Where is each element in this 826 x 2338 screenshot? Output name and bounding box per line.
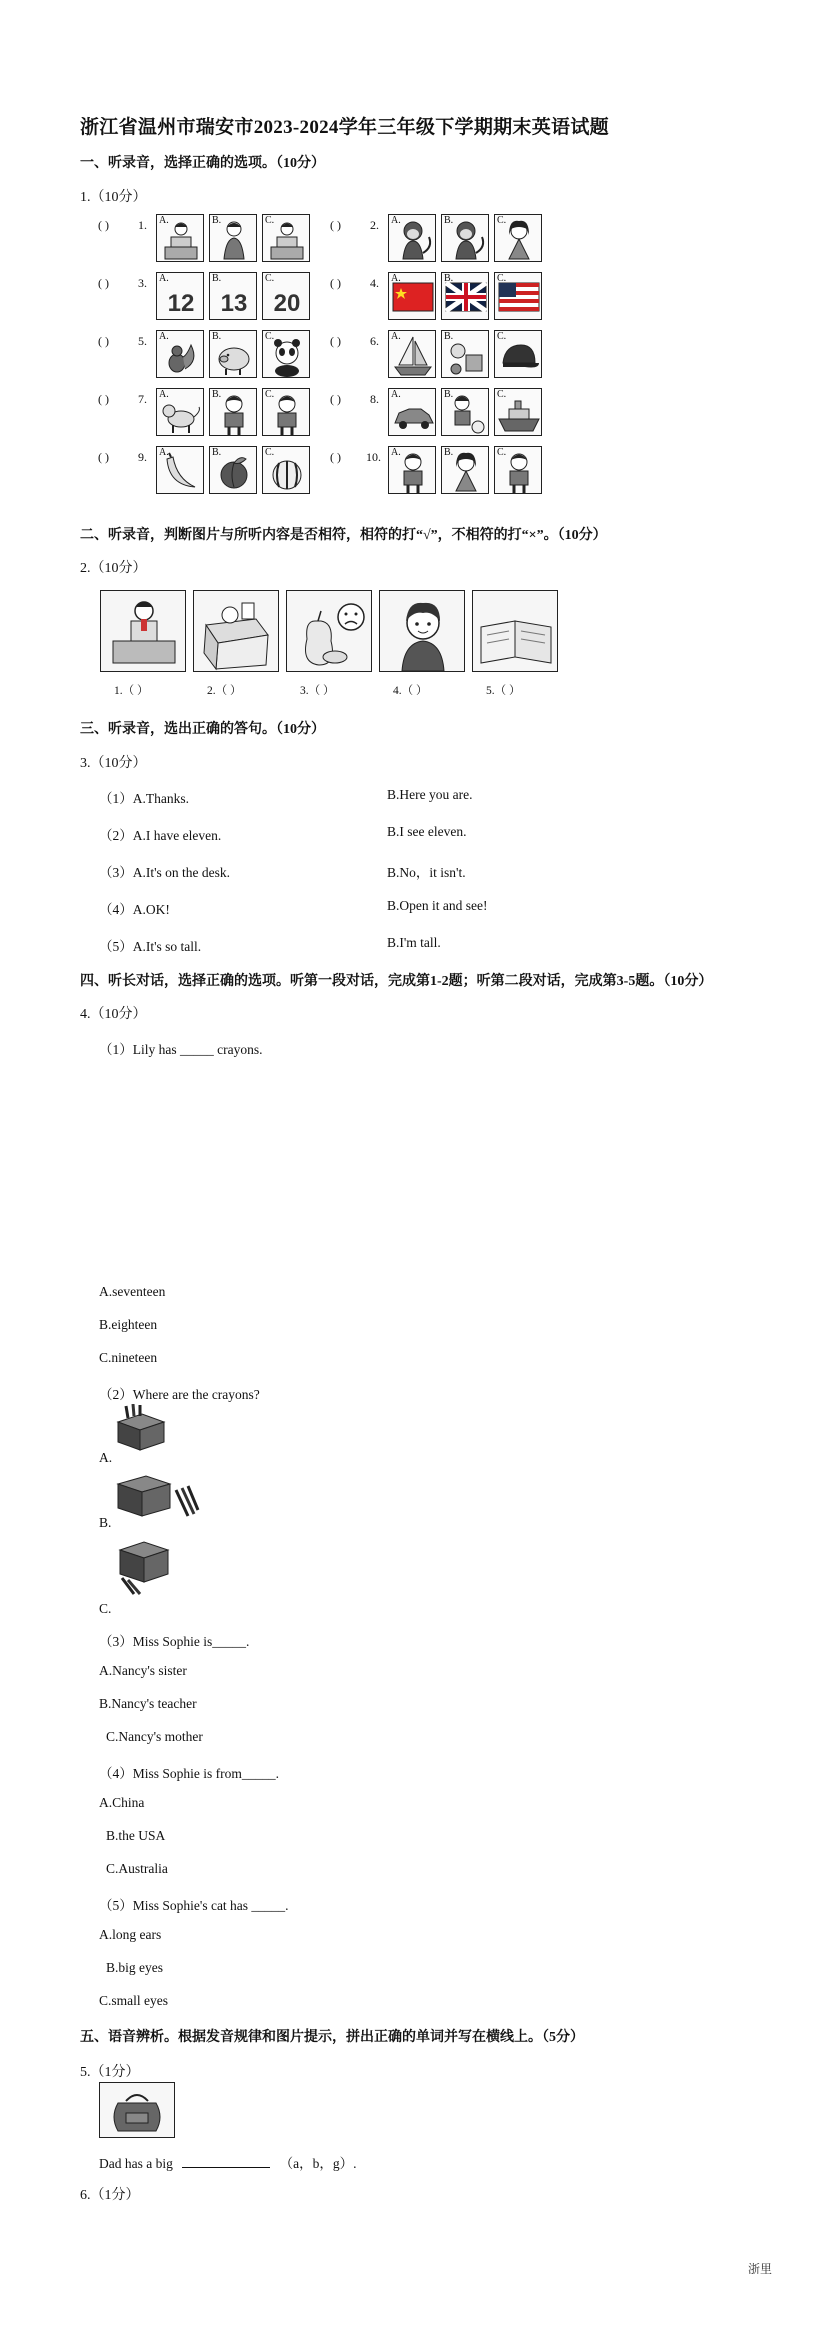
option-label: B. [444, 273, 454, 284]
number-text: 13 [220, 290, 248, 317]
pear-and-sad-face-icon [287, 591, 373, 673]
section2-question-label: 2.（10分） [80, 561, 147, 576]
option-label: C. [497, 331, 507, 342]
option-picture-a [156, 214, 204, 262]
answer-parentheses[interactable]: ( ) [98, 218, 109, 232]
option-label: B. [444, 215, 454, 226]
option-label: B. [212, 389, 222, 400]
number-text: 20 [273, 290, 301, 317]
toy-box-icon [194, 591, 280, 673]
judge-picture-3 [286, 590, 372, 672]
crayon-box-icon [112, 1536, 172, 1596]
picture-question-6 [330, 330, 560, 380]
option-label: B. [444, 447, 454, 458]
option-label: C. [497, 273, 507, 284]
option-picture-a [156, 446, 204, 494]
picture-question-5 [98, 330, 328, 380]
option-picture-b [441, 272, 489, 320]
question-number: 10. [366, 450, 381, 464]
section3-heading: 三、听录音，选出正确的答句。（10分） [80, 722, 325, 737]
option-label: B. [444, 389, 454, 400]
section5-q5-label: 5.（1分） [80, 2065, 140, 2080]
option-picture-a [156, 388, 204, 436]
crayon-box-picture-c [112, 1536, 172, 1601]
s3-item1-a: （1）A.Thanks. [99, 791, 189, 806]
s4-q3: （3）Miss Sophie is_____. [99, 1634, 250, 1649]
page-title: 浙江省温州市瑞安市2023-2024学年三年级下学期期末英语试题 [80, 117, 609, 138]
option-label: A. [159, 273, 169, 284]
answer-parentheses[interactable]: ( ) [330, 276, 341, 290]
picture-question-7 [98, 388, 328, 438]
option-picture-c [494, 388, 542, 436]
option-picture-c [494, 446, 542, 494]
question-number: 7. [138, 392, 147, 406]
section2-heading: 二、听录音，判断图片与所听内容是否相符，相符的打“√”，不相符的打“×”。（10分） [80, 528, 607, 543]
judge-label-1: 1.（ ） [114, 685, 149, 697]
option-picture-c [262, 330, 310, 378]
s3-item4-b: B.Open it and see! [387, 898, 488, 913]
question-number: 9. [138, 450, 147, 464]
judge-picture-strip [100, 590, 566, 700]
boy-icon [380, 591, 466, 673]
option-picture-c [494, 214, 542, 262]
section5-q6-label: 6.（1分） [80, 2188, 140, 2203]
option-picture-a [388, 330, 436, 378]
option-label: B. [212, 331, 222, 342]
judge-picture-4 [379, 590, 465, 672]
s4-q4-opt-b: B.the USA [106, 1828, 166, 1843]
section4-question-label: 4.（10分） [80, 1007, 147, 1022]
option-label: C. [497, 389, 507, 400]
option-picture-c [494, 330, 542, 378]
option-label: A. [391, 331, 401, 342]
option-label: B. [212, 273, 222, 284]
option-picture-a [388, 214, 436, 262]
option-picture-b [209, 388, 257, 436]
option-label: C. [497, 447, 507, 458]
answer-parentheses[interactable]: ( ) [98, 392, 109, 406]
answer-blank[interactable] [182, 2154, 270, 2168]
option-label: C. [265, 331, 275, 342]
section3-question-label: 3.（10分） [80, 756, 147, 771]
s4-q2-opt-b: B. [99, 1515, 112, 1530]
option-picture-a [388, 272, 436, 320]
option-label: A. [391, 447, 401, 458]
option-label: B. [212, 215, 222, 226]
answer-parentheses[interactable]: ( ) [330, 450, 341, 464]
judge-label-4: 4.（ ） [393, 685, 428, 697]
option-picture-b [441, 214, 489, 262]
question-number: 3. [138, 276, 147, 290]
question-number: 5. [138, 334, 147, 348]
option-label: C. [265, 447, 275, 458]
s4-q2-opt-a: A. [99, 1450, 113, 1465]
s3-item5-a: （5）A.It's so tall. [99, 939, 202, 954]
answer-parentheses[interactable]: ( ) [330, 218, 341, 232]
number-text: 12 [167, 290, 195, 317]
s4-q5: （5）Miss Sophie's cat has _____. [99, 1898, 289, 1913]
option-picture-c [262, 214, 310, 262]
option-picture-b [441, 446, 489, 494]
section4-heading: 四、听长对话，选择正确的选项。听第一段对话，完成第1-2题；听第二段对话，完成第3-5题。（10分） [80, 974, 713, 989]
bag-picture [99, 2082, 175, 2138]
option-picture-b [209, 272, 257, 320]
s4-q5-opt-a: A.long ears [99, 1927, 162, 1942]
option-label: C. [265, 215, 275, 226]
option-label: C. [265, 389, 275, 400]
section1-question-label: 1.（10分） [80, 190, 147, 205]
crayon-box-icon [112, 1404, 168, 1452]
s4-q1-opt-a: A.seventeen [99, 1284, 166, 1299]
s4-q4-opt-c: C.Australia [106, 1861, 168, 1876]
option-picture-c [262, 446, 310, 494]
s5-q5-hint: （a，b，g）. [279, 2156, 357, 2171]
picture-question-2 [330, 214, 560, 264]
crayon-box-picture-b [112, 1470, 202, 1525]
s4-q4-opt-a: A.China [99, 1795, 145, 1810]
option-picture-b [209, 446, 257, 494]
answer-parentheses[interactable]: ( ) [98, 450, 109, 464]
option-picture-a [156, 272, 204, 320]
answer-parentheses[interactable]: ( ) [330, 392, 341, 406]
footer-watermark: 浙里 [747, 2262, 772, 2276]
s3-item3-b: B.No，it isn't. [387, 865, 466, 880]
s4-q5-opt-c: C.small eyes [99, 1993, 168, 2008]
s4-q1: （1）Lily has _____ crayons. [99, 1042, 263, 1057]
s3-item5-b: B.I'm tall. [387, 935, 441, 950]
judge-label-5: 5.（ ） [486, 685, 521, 697]
picture-question-1 [98, 214, 328, 264]
option-label: A. [159, 389, 169, 400]
option-label: A. [391, 273, 401, 284]
open-book-icon [473, 591, 559, 673]
option-picture-a [388, 446, 436, 494]
option-picture-c [262, 388, 310, 436]
question-number: 6. [370, 334, 379, 348]
s3-item3-a: （3）A.It's on the desk. [99, 865, 231, 880]
option-picture-a [156, 330, 204, 378]
s4-q1-opt-c: C.nineteen [99, 1350, 158, 1365]
judge-label-2: 2.（ ） [207, 685, 242, 697]
judge-label-3: 3.（ ） [300, 685, 335, 697]
picture-question-8 [330, 388, 560, 438]
bag-icon [100, 2083, 174, 2137]
option-label: A. [159, 215, 169, 226]
option-label: C. [265, 273, 275, 284]
option-picture-b [209, 330, 257, 378]
answer-parentheses[interactable]: ( ) [330, 334, 341, 348]
s5-q5-text: Dad has a big [99, 2156, 173, 2171]
option-picture-c [494, 272, 542, 320]
picture-question-10 [330, 446, 560, 496]
question-number: 1. [138, 218, 147, 232]
s4-q2-opt-c: C. [99, 1601, 112, 1616]
picture-question-4 [330, 272, 560, 322]
option-picture-c [262, 272, 310, 320]
question-number: 4. [370, 276, 379, 290]
picture-question-3 [98, 272, 328, 322]
s3-item2-a: （2）A.I have eleven. [99, 828, 222, 843]
crayon-box-icon [112, 1470, 202, 1520]
option-label: A. [391, 389, 401, 400]
option-picture-b [209, 214, 257, 262]
s4-q3-opt-a: A.Nancy's sister [99, 1663, 187, 1678]
crayon-box-picture-a [112, 1404, 168, 1457]
section5-heading: 五、语音辨析。根据发音规律和图片提示，拼出正确的单词并写在横线上。（5分） [80, 2030, 584, 2045]
judge-picture-5 [472, 590, 558, 672]
s3-item2-b: B.I see eleven. [387, 824, 467, 839]
picture-question-9 [98, 446, 328, 496]
s3-item1-b: B.Here you are. [387, 787, 473, 802]
option-label: C. [497, 215, 507, 226]
option-picture-b [441, 330, 489, 378]
section1-heading: 一、听录音，选择正确的选项。（10分） [80, 156, 325, 171]
judge-picture-2 [193, 590, 279, 672]
option-picture-b [441, 388, 489, 436]
s4-q4: （4）Miss Sophie is from_____. [99, 1766, 280, 1781]
s4-q2: （2）Where are the crayons? [99, 1387, 260, 1402]
option-label: B. [444, 331, 454, 342]
option-label: A. [159, 331, 169, 342]
question-number: 2. [370, 218, 379, 232]
question-number: 8. [370, 392, 379, 406]
answer-parentheses[interactable]: ( ) [98, 276, 109, 290]
option-label: A. [391, 215, 401, 226]
teacher-at-desk-icon [101, 591, 187, 673]
option-label: A. [159, 447, 169, 458]
s5-q5-sentence [99, 2152, 356, 2172]
option-label: B. [212, 447, 222, 458]
option-picture-a [388, 388, 436, 436]
s4-q3-opt-b: B.Nancy's teacher [99, 1696, 197, 1711]
s3-item4-a: （4）A.OK! [99, 902, 170, 917]
s4-q1-opt-b: B.eighteen [99, 1317, 158, 1332]
judge-picture-1 [100, 590, 186, 672]
s4-q5-opt-b: B.big eyes [106, 1960, 163, 1975]
s4-q3-opt-c: C.Nancy's mother [106, 1729, 203, 1744]
answer-parentheses[interactable]: ( ) [98, 334, 109, 348]
